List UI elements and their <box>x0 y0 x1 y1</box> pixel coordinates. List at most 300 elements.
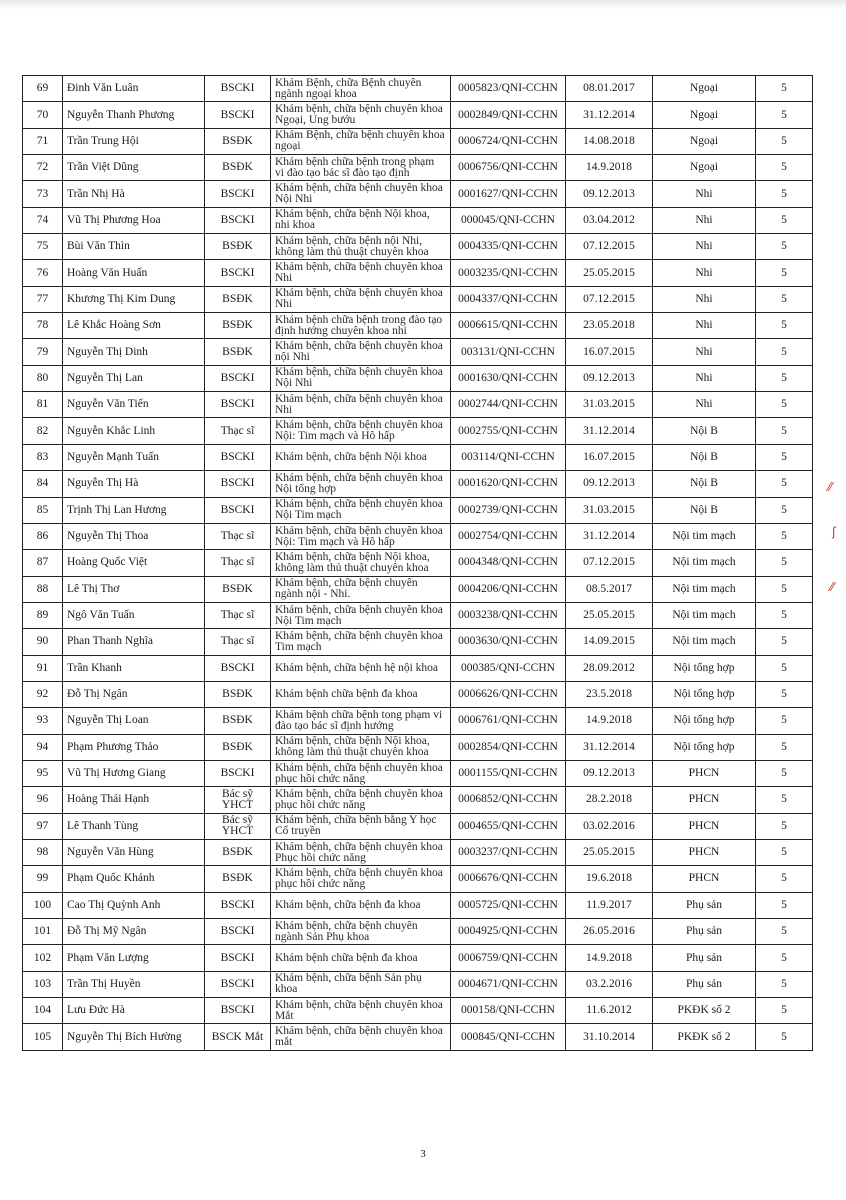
table-row <box>23 998 813 1024</box>
degree-cell: BSCKI <box>205 971 271 997</box>
row-number-cell: 79 <box>23 339 63 365</box>
table-row <box>23 365 813 391</box>
license-number-cell: 0001155/QNI-CCHN <box>451 760 566 786</box>
degree-cell: BSCKI <box>205 207 271 233</box>
row-number-cell: 88 <box>23 576 63 602</box>
department-cell: Nhi <box>653 392 756 418</box>
license-number-cell: 0004348/QNI-CCHN <box>451 550 566 576</box>
name-cell: Bùi Văn Thìn <box>63 234 205 260</box>
years-cell: 5 <box>756 550 813 576</box>
practice-scope-cell: Khám bệnh, chữa bệnh chuyên khoa Nội tổng hợp <box>271 471 451 497</box>
name-cell: Nguyễn Thị Hà <box>63 471 205 497</box>
name-cell: Hoàng Thái Hạnh <box>63 787 205 813</box>
name-cell: Nguyễn Mạnh Tuấn <box>63 444 205 470</box>
row-number-cell: 94 <box>23 734 63 760</box>
name-cell: Nguyễn Thị Loan <box>63 708 205 734</box>
years-cell: 5 <box>756 497 813 523</box>
name-cell: Nguyễn Thị Thoa <box>63 523 205 549</box>
name-cell: Khương Thị Kim Dung <box>63 286 205 312</box>
license-number-cell: 000845/QNI-CCHN <box>451 1024 566 1050</box>
table-row <box>23 260 813 286</box>
degree-cell: BSCK Mắt <box>205 1024 271 1050</box>
name-cell: Nguyễn Thị Bích Hường <box>63 1024 205 1050</box>
row-number-cell: 91 <box>23 655 63 681</box>
practice-scope-cell: Khám bệnh, chữa bệnh Nội khoa, nhi khoa <box>271 207 451 233</box>
practice-scope-cell: Khám bệnh, chữa bệnh chuyên khoa phục hồi chức năng <box>271 760 451 786</box>
degree-cell: BSCKI <box>205 444 271 470</box>
license-number-cell: 0003238/QNI-CCHN <box>451 602 566 628</box>
row-number-cell: 85 <box>23 497 63 523</box>
degree-cell: BSCKI <box>205 760 271 786</box>
issue-date-cell: 14.09.2015 <box>566 629 653 655</box>
degree-cell: Thạc sĩ <box>205 602 271 628</box>
license-number-cell: 0006756/QNI-CCHN <box>451 155 566 181</box>
years-cell: 5 <box>756 128 813 154</box>
table-row <box>23 787 813 813</box>
name-cell: Lưu Đức Hà <box>63 998 205 1024</box>
issue-date-cell: 09.12.2013 <box>566 471 653 497</box>
degree-cell: BSCKI <box>205 945 271 971</box>
margin-pen-mark: ⁄⁄ <box>828 480 833 494</box>
degree-cell: Thạc sĩ <box>205 523 271 549</box>
department-cell: PHCN <box>653 760 756 786</box>
table-row <box>23 444 813 470</box>
row-number-cell: 87 <box>23 550 63 576</box>
issue-date-cell: 31.10.2014 <box>566 1024 653 1050</box>
name-cell: Trần Việt Dũng <box>63 155 205 181</box>
degree-cell: Thạc sĩ <box>205 418 271 444</box>
years-cell: 5 <box>756 286 813 312</box>
years-cell: 5 <box>756 102 813 128</box>
name-cell: Hoàng Văn Huấn <box>63 260 205 286</box>
row-number-cell: 103 <box>23 971 63 997</box>
license-number-cell: 0002849/QNI-CCHN <box>451 102 566 128</box>
row-number-cell: 76 <box>23 260 63 286</box>
issue-date-cell: 14.9.2018 <box>566 708 653 734</box>
table-row <box>23 813 813 839</box>
row-number-cell: 73 <box>23 181 63 207</box>
years-cell: 5 <box>756 76 813 102</box>
practice-scope-cell: Khám bệnh, chữa bệnh Sản phụ khoa <box>271 971 451 997</box>
license-number-cell: 0002754/QNI-CCHN <box>451 523 566 549</box>
row-number-cell: 83 <box>23 444 63 470</box>
degree-cell: BSĐK <box>205 234 271 260</box>
license-number-cell: 0001620/QNI-CCHN <box>451 471 566 497</box>
department-cell: Nội tổng hợp <box>653 655 756 681</box>
degree-cell: BSĐK <box>205 866 271 892</box>
issue-date-cell: 28.09.2012 <box>566 655 653 681</box>
years-cell: 5 <box>756 1024 813 1050</box>
table-row <box>23 760 813 786</box>
practice-scope-cell: Khám bệnh chữa bệnh đa khoa <box>271 681 451 707</box>
issue-date-cell: 31.03.2015 <box>566 392 653 418</box>
table-row <box>23 945 813 971</box>
license-number-cell: 0001630/QNI-CCHN <box>451 365 566 391</box>
table-row <box>23 919 813 945</box>
practice-scope-cell: Khám bệnh, chữa bệnh Nội khoa, không làm thủ thuật chuyên khoa <box>271 734 451 760</box>
department-cell: PHCN <box>653 813 756 839</box>
issue-date-cell: 03.04.2012 <box>566 207 653 233</box>
row-number-cell: 77 <box>23 286 63 312</box>
scan-top-edge <box>0 0 846 10</box>
department-cell: Ngoại <box>653 128 756 154</box>
name-cell: Đỗ Thị Mỹ Ngân <box>63 919 205 945</box>
license-number-cell: 003131/QNI-CCHN <box>451 339 566 365</box>
practice-scope-cell: Khám bệnh, chữa bệnh chuyên khoa Ngoại, Ung bướu <box>271 102 451 128</box>
department-cell: Nội tim mạch <box>653 576 756 602</box>
degree-cell: BSĐK <box>205 734 271 760</box>
years-cell: 5 <box>756 392 813 418</box>
row-number-cell: 78 <box>23 313 63 339</box>
practice-scope-cell: Khám bệnh, chữa bệnh chuyên khoa phục hồi chức năng <box>271 787 451 813</box>
practice-scope-cell: Khám bệnh, chữa bệnh nội Nhi, không làm thủ thuật chuyên khoa <box>271 234 451 260</box>
degree-cell: BSCKI <box>205 919 271 945</box>
name-cell: Nguyễn Văn Tiến <box>63 392 205 418</box>
name-cell: Phạm Văn Lượng <box>63 945 205 971</box>
table-row <box>23 155 813 181</box>
years-cell: 5 <box>756 971 813 997</box>
degree-cell: BSCKI <box>205 497 271 523</box>
years-cell: 5 <box>756 760 813 786</box>
issue-date-cell: 28.2.2018 <box>566 787 653 813</box>
department-cell: Ngoại <box>653 155 756 181</box>
practice-scope-cell: Khám bệnh, chữa bệnh chuyên khoa Nội Nhi <box>271 365 451 391</box>
margin-pen-mark: ʃ <box>832 525 837 539</box>
practice-scope-cell: Khám bệnh chữa bệnh trong phạm vi đào tạo bác sĩ đào tạo định <box>271 155 451 181</box>
years-cell: 5 <box>756 471 813 497</box>
department-cell: Nội B <box>653 444 756 470</box>
row-number-cell: 95 <box>23 760 63 786</box>
license-number-cell: 0005725/QNI-CCHN <box>451 892 566 918</box>
row-number-cell: 101 <box>23 919 63 945</box>
years-cell: 5 <box>756 523 813 549</box>
years-cell: 5 <box>756 945 813 971</box>
row-number-cell: 74 <box>23 207 63 233</box>
issue-date-cell: 07.12.2015 <box>566 234 653 260</box>
table-row <box>23 418 813 444</box>
row-number-cell: 86 <box>23 523 63 549</box>
practice-scope-cell: Khám bệnh, chữa bệnh Nội khoa, không làm thủ thuật chuyên khoa <box>271 550 451 576</box>
license-number-cell: 0005823/QNI-CCHN <box>451 76 566 102</box>
name-cell: Phạm Phương Thảo <box>63 734 205 760</box>
issue-date-cell: 09.12.2013 <box>566 760 653 786</box>
years-cell: 5 <box>756 234 813 260</box>
department-cell: Phụ sản <box>653 971 756 997</box>
name-cell: Trần Trung Hội <box>63 128 205 154</box>
practice-scope-cell: Khám bệnh, chữa bệnh chuyên khoa Mắt <box>271 998 451 1024</box>
practice-scope-cell: Khám bệnh, chữa bệnh chuyên khoa Phục hồi chức năng <box>271 839 451 865</box>
name-cell: Đinh Văn Luân <box>63 76 205 102</box>
department-cell: Nội tim mạch <box>653 629 756 655</box>
table-row <box>23 181 813 207</box>
row-number-cell: 97 <box>23 813 63 839</box>
license-number-cell: 0006759/QNI-CCHN <box>451 945 566 971</box>
row-number-cell: 69 <box>23 76 63 102</box>
table-row <box>23 734 813 760</box>
row-number-cell: 102 <box>23 945 63 971</box>
years-cell: 5 <box>756 576 813 602</box>
department-cell: PKĐK số 2 <box>653 1024 756 1050</box>
degree-cell: BSĐK <box>205 339 271 365</box>
name-cell: Lê Thị Thơ <box>63 576 205 602</box>
table-row <box>23 286 813 312</box>
degree-cell: BSĐK <box>205 155 271 181</box>
department-cell: Nội tim mạch <box>653 523 756 549</box>
license-number-cell: 0006761/QNI-CCHN <box>451 708 566 734</box>
license-number-cell: 0001627/QNI-CCHN <box>451 181 566 207</box>
years-cell: 5 <box>756 866 813 892</box>
practice-scope-cell: Khám bệnh, chữa bệnh chuyên khoa Nội: Tim mạch và Hô hấp <box>271 523 451 549</box>
row-number-cell: 100 <box>23 892 63 918</box>
name-cell: Trần Khanh <box>63 655 205 681</box>
degree-cell: BSĐK <box>205 839 271 865</box>
practice-scope-cell: Khám bệnh chữa bệnh đa khoa <box>271 945 451 971</box>
department-cell: Ngoại <box>653 76 756 102</box>
practice-scope-cell: Khám bệnh, chữa bệnh chuyên khoa Nội Tim mạch <box>271 497 451 523</box>
name-cell: Ngô Văn Tuấn <box>63 602 205 628</box>
table-row <box>23 602 813 628</box>
license-number-cell: 0004671/QNI-CCHN <box>451 971 566 997</box>
issue-date-cell: 19.6.2018 <box>566 866 653 892</box>
practice-scope-cell: Khám bệnh chữa bệnh trong đào tạo định hướng chuyên khoa nhi <box>271 313 451 339</box>
practice-scope-cell: Khám bệnh, chữa bệnh chuyên khoa Nội: Tim mạch và Hô hấp <box>271 418 451 444</box>
department-cell: Nhi <box>653 260 756 286</box>
practice-scope-cell: Khám bệnh, chữa bệnh chuyên khoa Nhi <box>271 286 451 312</box>
years-cell: 5 <box>756 813 813 839</box>
issue-date-cell: 08.01.2017 <box>566 76 653 102</box>
table-row <box>23 313 813 339</box>
department-cell: Nhi <box>653 286 756 312</box>
table-row <box>23 339 813 365</box>
row-number-cell: 80 <box>23 365 63 391</box>
license-number-cell: 0006615/QNI-CCHN <box>451 313 566 339</box>
table-row <box>23 392 813 418</box>
license-number-cell: 0002854/QNI-CCHN <box>451 734 566 760</box>
practice-scope-cell: Khám bệnh, chữa bệnh bằng Y học Cổ truyền <box>271 813 451 839</box>
years-cell: 5 <box>756 892 813 918</box>
practitioner-table <box>22 75 813 1051</box>
table-row <box>23 866 813 892</box>
row-number-cell: 98 <box>23 839 63 865</box>
department-cell: Nội tim mạch <box>653 550 756 576</box>
issue-date-cell: 14.9.2018 <box>566 155 653 181</box>
license-number-cell: 000385/QNI-CCHN <box>451 655 566 681</box>
practice-scope-cell: Khám bệnh, chữa bệnh chuyên khoa Nhi <box>271 392 451 418</box>
row-number-cell: 105 <box>23 1024 63 1050</box>
page-number: 3 <box>420 1148 426 1160</box>
degree-cell: BSCKI <box>205 365 271 391</box>
degree-cell: BSĐK <box>205 128 271 154</box>
table-row <box>23 128 813 154</box>
table-row <box>23 234 813 260</box>
license-number-cell: 0004655/QNI-CCHN <box>451 813 566 839</box>
row-number-cell: 71 <box>23 128 63 154</box>
table-row <box>23 1024 813 1050</box>
degree-cell: BSCKI <box>205 76 271 102</box>
table-row <box>23 523 813 549</box>
license-number-cell: 0004335/QNI-CCHN <box>451 234 566 260</box>
name-cell: Hoàng Quốc Việt <box>63 550 205 576</box>
license-number-cell: 0002755/QNI-CCHN <box>451 418 566 444</box>
years-cell: 5 <box>756 418 813 444</box>
license-number-cell: 0004337/QNI-CCHN <box>451 286 566 312</box>
department-cell: Nội B <box>653 418 756 444</box>
table-row <box>23 102 813 128</box>
name-cell: Nguyễn Thị Lan <box>63 365 205 391</box>
license-number-cell: 0006724/QNI-CCHN <box>451 128 566 154</box>
row-number-cell: 82 <box>23 418 63 444</box>
practice-scope-cell: Khám bệnh chữa bệnh tong phạm vi đào tạo bác sĩ định hướng <box>271 708 451 734</box>
row-number-cell: 99 <box>23 866 63 892</box>
name-cell: Vũ Thị Hương Giang <box>63 760 205 786</box>
name-cell: Lê Khắc Hoàng Sơn <box>63 313 205 339</box>
name-cell: Trịnh Thị Lan Hương <box>63 497 205 523</box>
issue-date-cell: 25.05.2015 <box>566 839 653 865</box>
license-number-cell: 0002739/QNI-CCHN <box>451 497 566 523</box>
row-number-cell: 70 <box>23 102 63 128</box>
degree-cell: BSĐK <box>205 681 271 707</box>
degree-cell: BSCKI <box>205 392 271 418</box>
issue-date-cell: 16.07.2015 <box>566 444 653 470</box>
years-cell: 5 <box>756 839 813 865</box>
department-cell: Phụ sản <box>653 919 756 945</box>
practice-scope-cell: Khám Bệnh, chữa Bệnh chuyên ngành ngoại khoa <box>271 76 451 102</box>
row-number-cell: 84 <box>23 471 63 497</box>
years-cell: 5 <box>756 708 813 734</box>
practice-scope-cell: Khám bệnh, chữa bệnh Nội khoa <box>271 444 451 470</box>
issue-date-cell: 03.02.2016 <box>566 813 653 839</box>
department-cell: Nhi <box>653 181 756 207</box>
degree-cell: BSĐK <box>205 286 271 312</box>
name-cell: Lê Thanh Tùng <box>63 813 205 839</box>
table-row <box>23 681 813 707</box>
table-row <box>23 708 813 734</box>
table-row <box>23 629 813 655</box>
issue-date-cell: 26.05.2016 <box>566 919 653 945</box>
name-cell: Trần Thị Huyền <box>63 971 205 997</box>
department-cell: Nhi <box>653 339 756 365</box>
name-cell: Vũ Thị Phương Hoa <box>63 207 205 233</box>
license-number-cell: 0006626/QNI-CCHN <box>451 681 566 707</box>
table-body <box>23 76 813 1051</box>
years-cell: 5 <box>756 734 813 760</box>
degree-cell: Thạc sĩ <box>205 629 271 655</box>
issue-date-cell: 31.12.2014 <box>566 734 653 760</box>
issue-date-cell: 25.05.2015 <box>566 602 653 628</box>
years-cell: 5 <box>756 207 813 233</box>
practice-scope-cell: Khám bệnh, chữa bệnh chuyên ngành Sản Phụ khoa <box>271 919 451 945</box>
issue-date-cell: 23.5.2018 <box>566 681 653 707</box>
years-cell: 5 <box>756 313 813 339</box>
issue-date-cell: 11.9.2017 <box>566 892 653 918</box>
row-number-cell: 104 <box>23 998 63 1024</box>
issue-date-cell: 14.9.2018 <box>566 945 653 971</box>
license-number-cell: 0003235/QNI-CCHN <box>451 260 566 286</box>
department-cell: Nội tổng hợp <box>653 681 756 707</box>
practice-scope-cell: Khám bệnh, chữa bệnh chuyên ngành nội - Nhi. <box>271 576 451 602</box>
license-number-cell: 000045/QNI-CCHN <box>451 207 566 233</box>
issue-date-cell: 07.12.2015 <box>566 550 653 576</box>
degree-cell: BSCKI <box>205 998 271 1024</box>
row-number-cell: 92 <box>23 681 63 707</box>
department-cell: PKĐK số 2 <box>653 998 756 1024</box>
license-number-cell: 000158/QNI-CCHN <box>451 998 566 1024</box>
department-cell: PHCN <box>653 866 756 892</box>
years-cell: 5 <box>756 181 813 207</box>
practice-scope-cell: Khám bệnh, chữa bệnh chuyên khoa Nội Nhi <box>271 181 451 207</box>
department-cell: PHCN <box>653 839 756 865</box>
table-row <box>23 839 813 865</box>
years-cell: 5 <box>756 155 813 181</box>
row-number-cell: 75 <box>23 234 63 260</box>
department-cell: Nhi <box>653 313 756 339</box>
table-row <box>23 550 813 576</box>
years-cell: 5 <box>756 998 813 1024</box>
practice-scope-cell: Khám bệnh, chữa bệnh chuyên khoa Nhi <box>271 260 451 286</box>
table-row <box>23 971 813 997</box>
department-cell: Nội tổng hợp <box>653 734 756 760</box>
name-cell: Trần Nhị Hà <box>63 181 205 207</box>
name-cell: Đỗ Thị Ngân <box>63 681 205 707</box>
years-cell: 5 <box>756 787 813 813</box>
degree-cell: BSĐK <box>205 576 271 602</box>
name-cell: Cao Thị Quỳnh Anh <box>63 892 205 918</box>
department-cell: Nhi <box>653 207 756 233</box>
degree-cell: BSCKI <box>205 260 271 286</box>
years-cell: 5 <box>756 919 813 945</box>
department-cell: Ngoại <box>653 102 756 128</box>
degree-cell: BSCKI <box>205 655 271 681</box>
row-number-cell: 81 <box>23 392 63 418</box>
issue-date-cell: 31.03.2015 <box>566 497 653 523</box>
practice-scope-cell: Khám bệnh, chữa bệnh chuyên khoa Tim mạch <box>271 629 451 655</box>
practice-scope-cell: Khám bệnh, chữa bệnh đa khoa <box>271 892 451 918</box>
degree-cell: BSĐK <box>205 313 271 339</box>
name-cell: Phan Thanh Nghĩa <box>63 629 205 655</box>
issue-date-cell: 25.05.2015 <box>566 260 653 286</box>
issue-date-cell: 11.6.2012 <box>566 998 653 1024</box>
years-cell: 5 <box>756 444 813 470</box>
department-cell: Nội tổng hợp <box>653 708 756 734</box>
issue-date-cell: 31.12.2014 <box>566 418 653 444</box>
department-cell: Nhi <box>653 365 756 391</box>
name-cell: Nguyễn Văn Hùng <box>63 839 205 865</box>
issue-date-cell: 31.12.2014 <box>566 102 653 128</box>
license-number-cell: 0003237/QNI-CCHN <box>451 839 566 865</box>
department-cell: Phụ sản <box>653 892 756 918</box>
table-row <box>23 497 813 523</box>
issue-date-cell: 14.08.2018 <box>566 128 653 154</box>
margin-pen-mark: ⁄⁄ <box>830 580 835 594</box>
department-cell: Nhi <box>653 234 756 260</box>
department-cell: Nội B <box>653 497 756 523</box>
row-number-cell: 89 <box>23 602 63 628</box>
issue-date-cell: 16.07.2015 <box>566 339 653 365</box>
name-cell: Nguyễn Thị Dinh <box>63 339 205 365</box>
license-number-cell: 003114/QNI-CCHN <box>451 444 566 470</box>
issue-date-cell: 03.2.2016 <box>566 971 653 997</box>
years-cell: 5 <box>756 655 813 681</box>
row-number-cell: 93 <box>23 708 63 734</box>
degree-cell: Bác sỹ YHCT <box>205 813 271 839</box>
practice-scope-cell: Khám Bệnh, chữa bệnh chuyên khoa ngoại <box>271 128 451 154</box>
years-cell: 5 <box>756 365 813 391</box>
department-cell: PHCN <box>653 787 756 813</box>
table-row <box>23 892 813 918</box>
license-number-cell: 0006676/QNI-CCHN <box>451 866 566 892</box>
years-cell: 5 <box>756 629 813 655</box>
degree-cell: Thạc sĩ <box>205 550 271 576</box>
